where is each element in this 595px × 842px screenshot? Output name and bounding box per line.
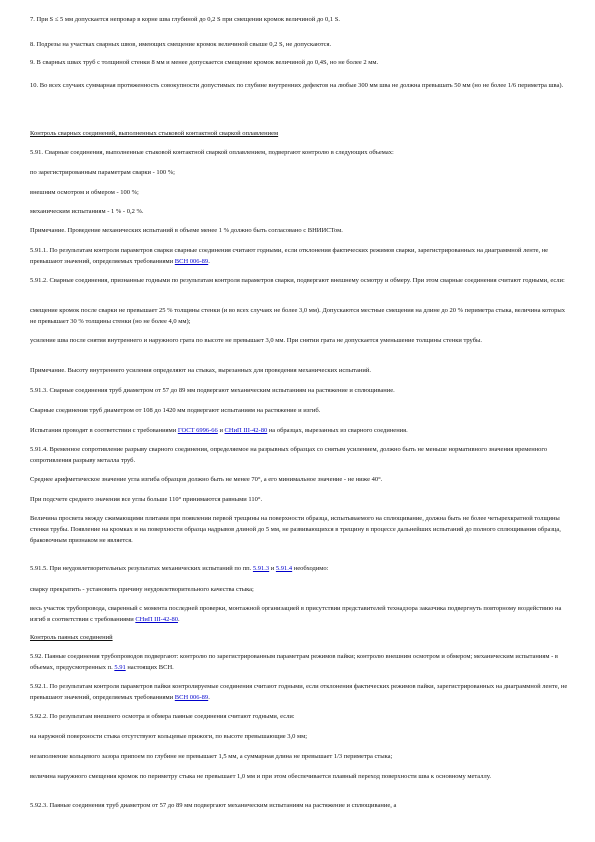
link-5-91-3[interactable]: 5.91.3 [252,565,270,572]
paragraph-5-91-5: 5.91.5. При неудовлетворительных результатах механических испытаний по пп. 5.91.3 и 5.91.4 необходимо: [30,565,329,572]
link-5-91[interactable]: 5.91 [114,664,126,671]
paragraph-stop-welding: сварку прекратить - установить причину неудовлетворительного качества стыка; [30,586,254,593]
paragraph-5-92-3: 5.92.3. Паяные соединения труб диаметром от 57 до 89 мм подвергают механическим испытаниям на растяжение и сплющивание, а [30,802,397,809]
paragraph-5-91-1: 5.91.1. По результатам контроля параметров сварки сварные соединения считают годными, если отклонения фактических режимов сварки, зарегистрированных на диаграммной ленте, не превышают значений, определяемых требованиями ВСН 006-89. [30,247,549,265]
paragraph-5-91-2: 5.91.2. Сварные соединения, признанные годными по результатам контроля параметров сварки, подвергают внешнему осмотру и обмеру. При этом сварные соединения считают годными, если: [30,277,565,284]
link-vsn-006-89-2[interactable]: ВСН 006-89 [174,694,209,701]
paragraph-5-91-4: 5.91.4. Временное сопротивление разрыву сварного соединения, определяемое на разрывных образцах со снятым усилением, должно быть не меньше нормативного значения временного сопротивления разрыву металла труб. [30,446,548,464]
paragraph-bend-angle: Среднее арифметическое значение угла изгиба образцов должно быть не менее 70°, а его минимальное значение - не ниже 40°. [30,476,383,483]
paragraph-volume-params: по зарегистрированным параметрам сварки - 100 %; [30,169,175,176]
paragraph-weld-reinforcement: усиление шва после снятия внутреннего и наружного грата по высоте не превышает 3,0 мм. При снятии грата не допускается уменьшение толщины стенки трубы. [30,337,483,344]
link-snip-iii-42-80-2[interactable]: СНиП III-42-80 [135,616,178,623]
paragraph-note-inner-reinforcement: Примечание. Высоту внутреннего усиления определяют на стыках, вырезанных для проведения механических испытаний. [30,367,371,374]
paragraph-volume-visual: внешним осмотром и обмером - 100 %; [30,189,139,196]
list-item-10: 10. Во всех случаях суммарная протяженность совокупности допустимых по глубине внутренних дефектов на любые 300 мм шва не должна превышать 50 мм (но не более 1/6 периметра шва). [30,82,564,89]
paragraph-5-92: 5.92. Паяные соединения трубопроводов подвергают: контролю по зарегистрированным параметрам режимов пайки; контролю внешним осмотром и обмером; механическим испытаниям - в объемах, предусмотренных п. 5.91 настоящих ВСН. [30,653,558,671]
list-item-7: 7. При S ≤ 5 мм допускается непровар в корне шва глубиной до 0,2 S при смещении кромок величиной до 0,1 S. [30,16,340,23]
paragraph-gap-fill: незаполнение кольцевого зазора припоем по глубине не превышает 1,5 мм, а суммарная длина не превышает 1/3 периметра стыка; [30,753,393,760]
paragraph-5-91: 5.91. Сварные соединения, выполненные стыковой контактной сваркой оплавлением, подвергают контролю в следующих объемах: [30,149,394,156]
list-item-9: 9. В сварных швах труб с толщиной стенки 8 мм и менее допускается смещение кромок величиной до 0,4S, но не более 2 мм. [30,59,379,66]
link-snip-iii-42-80[interactable]: СНиП III-42-80 [224,427,268,434]
paragraph-5-92-1: 5.92.1. По результатам контроля параметров пайки контролируемые соединения считают годными, если отклонения фактических режимов пайки, зарегистрированных на диаграммной ленте, не превышают значений, определяемых требованиями ВСН 006-89. [30,683,568,701]
section-heading-soldered: Контроль паяных соединений [30,634,113,641]
paragraph-volume-mechanical: механическим испытаниям - 1 % - 0,2 %. [30,208,144,215]
paragraph-angle-110: При подсчете среднего значения все углы больше 110° принимаются равными 110°. [30,496,263,503]
section-heading-contact-welding: Контроль сварных соединений, выполненных стыковой контактной сваркой оплавлением [30,130,279,137]
paragraph-ring-burns: на наружной поверхности стыка отсутствуют кольцевые прижоги, по высоте превышающие 3,0 мм; [30,733,308,740]
link-5-91-4[interactable]: 5.91.4 [275,565,293,572]
paragraph-outer-offset: величина наружного смещения кромок по периметру стыка не превышает 1,0 мм и при этом обеспечивается плавный переход поверхности шва к основному металлу. [30,773,491,780]
paragraph-flattening-gap: Величина просвета между сжимающими плитами при появлении первой трещины на поверхности образца, испытываемого на сплющивание, должна быть не более четырехкратной толщины стенки трубы. Появление на кромках и на поверхности образца надрывов длиной до 5 мм, не развивающихся в трещину в процессе дальнейших испытаний до полного сплющивания образца, браковочным признаком не является. [30,515,561,544]
paragraph-5-92-2: 5.92.2. По результатам внешнего осмотра и обмера паяные соединения считают годными, если: [30,713,295,720]
paragraph-repeat-bend: весь участок трубопровода, сваренный с момента последней проверки, монтажной организацией в присутствии представителей технадзора заказчика подвергнуть повторному воздействию на изгиб в соответствии с требованиями СНиП III-42-80. [30,605,562,623]
list-item-8: 8. Подрезы на участках сварных швов, имеющих смещение кромок величиной свыше 0,2 S, не допускаются. [30,41,332,48]
paragraph-5-91-3: 5.91.3. Сварные соединения труб диаметром от 57 до 89 мм подвергают механическим испытаниям на растяжение и сплющивание. [30,387,395,394]
paragraph-note-vniist: Примечание. Проведение механических испытаний в объеме менее 1 % должно быть согласовано с ВНИИСТом. [30,227,343,234]
paragraph-test-standards: Испытания проводят в соответствии с требованиями ГОСТ 6996-66 и СНиП III-42-80 на образцах, вырезанных из сварного соединения. [30,427,408,434]
link-gost-6996-66[interactable]: ГОСТ 6996-66 [177,427,218,434]
paragraph-large-diameter: Сварные соединения труб диаметром от 108 до 1420 мм подвергают испытаниям на растяжение и изгиб. [30,407,321,414]
paragraph-edge-offset: смещение кромок после сварки не превышает 25 % толщины стенки (и во всех случаях не более 3,0 мм). Допускаются местные смещения на длине до 20 % периметра стыка, величина которых не превышает 30 % толщины стенки (но не более 4,0 мм); [30,307,566,325]
link-vsn-006-89[interactable]: ВСН 006-89 [174,258,209,265]
